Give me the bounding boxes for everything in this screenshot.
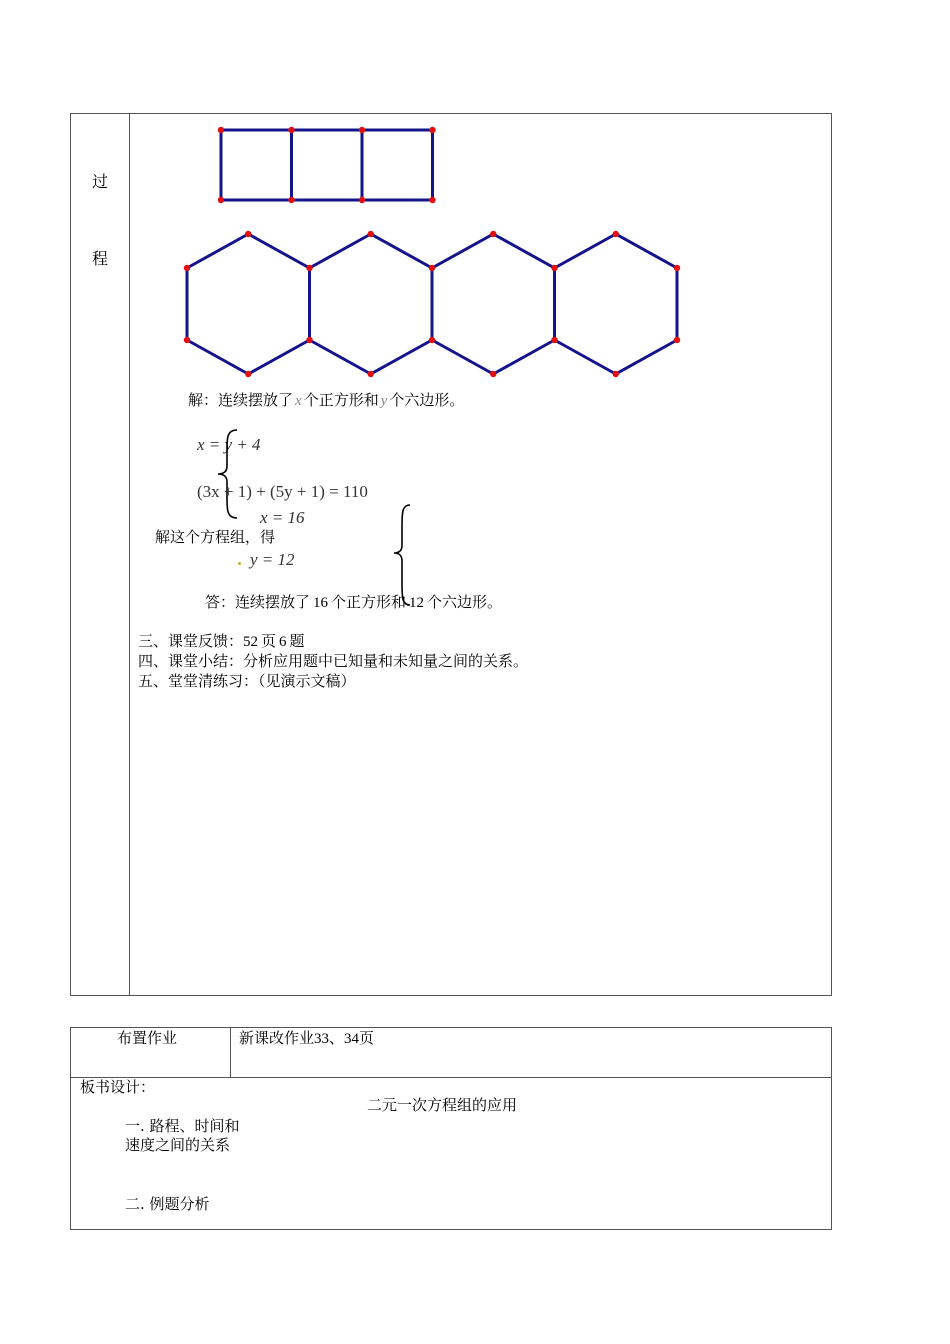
item3-num: 6 xyxy=(279,634,287,650)
answer-suffix: 个六边形。 xyxy=(427,593,503,611)
match-stick xyxy=(616,340,677,374)
vertex-dot xyxy=(359,197,365,203)
vertex-dot xyxy=(490,231,496,237)
vertex-dot xyxy=(551,265,557,271)
vertex-dot xyxy=(674,265,680,271)
answer-num-1: 16 xyxy=(313,595,329,611)
var-x: x xyxy=(295,393,302,409)
board-point-1-line-2: 速度之间的关系 xyxy=(125,1136,231,1154)
match-stick xyxy=(371,234,432,268)
homework-bottom-line xyxy=(70,1077,832,1078)
item3-prefix: 三、课堂反馈： xyxy=(138,632,244,650)
solution-mid: 个正方形和 xyxy=(303,391,379,409)
vertex-dot xyxy=(288,127,294,133)
match-stick xyxy=(616,234,677,268)
squares-figure xyxy=(218,127,436,203)
vertex-dot xyxy=(218,197,224,203)
match-stick xyxy=(187,234,248,268)
match-stick xyxy=(432,234,493,268)
answer-prefix: 答：连续摆放了 xyxy=(205,593,311,611)
homework-label: 布置作业 xyxy=(117,1029,178,1047)
homework-value-suffix: 页 xyxy=(359,1029,375,1047)
equation-2: (3x + 1) + (5y + 1) = 110 xyxy=(197,482,368,501)
solve-text: 解这个方程组，得 xyxy=(155,528,276,546)
homework-pages: 33、34 xyxy=(314,1031,360,1047)
vertex-dot xyxy=(490,371,496,377)
board-point-2: 二. 例题分析 xyxy=(125,1195,210,1213)
vertex-dot xyxy=(674,337,680,343)
answer-mid: 个正方形和 xyxy=(331,593,407,611)
vertex-dot xyxy=(429,127,435,133)
right-brace-solution xyxy=(392,503,414,607)
vertex-dot xyxy=(429,197,435,203)
match-stick xyxy=(555,340,616,374)
vertex-dot xyxy=(551,337,557,343)
item-classroom-feedback xyxy=(138,634,305,650)
board-label: 板书设计： xyxy=(80,1078,156,1096)
vertex-dot xyxy=(288,197,294,203)
process-label-char-1: 过 xyxy=(92,172,109,191)
match-stick xyxy=(248,340,309,374)
match-stick xyxy=(187,340,248,374)
board-point-1-line-1: 一. 路程、时间和 xyxy=(125,1117,240,1135)
vertex-dot xyxy=(429,265,435,271)
vertex-dot xyxy=(306,337,312,343)
var-y: y xyxy=(380,393,388,409)
vertex-dot xyxy=(613,231,619,237)
vertex-dot xyxy=(184,265,190,271)
answer-num-2: 12 xyxy=(409,595,425,611)
solution-line xyxy=(188,393,464,409)
vertex-dot xyxy=(359,127,365,133)
answer-line xyxy=(205,595,502,611)
item-practice: 五、堂堂清练习：（见演示文稿） xyxy=(138,672,356,690)
vertex-dot xyxy=(613,371,619,377)
item-classroom-summary: 四、课堂小结：分析应用题中已知量和未知量之间的关系。 xyxy=(138,652,529,670)
solution-x: x = 16 xyxy=(260,508,305,527)
vertex-dot xyxy=(184,337,190,343)
homework-divider xyxy=(230,1027,231,1077)
board-title: 二元一次方程组的应用 xyxy=(367,1096,518,1114)
match-stick xyxy=(310,340,371,374)
left-brace-system xyxy=(215,428,245,520)
match-stick xyxy=(432,340,493,374)
solution-prefix: 解：连续摆放了 xyxy=(188,391,294,409)
homework-value-prefix: 新课改作业 xyxy=(239,1029,315,1047)
equation-1: x = y + 4 xyxy=(197,435,261,454)
item3-suffix: 题 xyxy=(289,632,305,650)
match-stick xyxy=(493,340,554,374)
match-stick xyxy=(493,234,554,268)
match-stick xyxy=(555,234,616,268)
homework-value xyxy=(239,1031,374,1047)
vertex-dot xyxy=(218,127,224,133)
solution-y: y = 12 xyxy=(250,550,295,569)
vertex-dot xyxy=(368,231,374,237)
process-label-char-2: 程 xyxy=(92,249,109,268)
item3-page: 52 xyxy=(243,634,259,650)
match-stick xyxy=(371,340,432,374)
hexagons-figure xyxy=(184,231,680,377)
item3-mid: 页 xyxy=(261,632,277,650)
vertex-dot xyxy=(429,337,435,343)
vertex-dot xyxy=(368,371,374,377)
matchstick-figure xyxy=(0,0,950,400)
vertex-dot xyxy=(245,231,251,237)
vertex-dot xyxy=(245,371,251,377)
vertex-dot xyxy=(306,265,312,271)
match-stick xyxy=(248,234,309,268)
solution-suffix: 个六边形。 xyxy=(389,391,465,409)
small-dot xyxy=(238,562,241,565)
match-stick xyxy=(310,234,371,268)
